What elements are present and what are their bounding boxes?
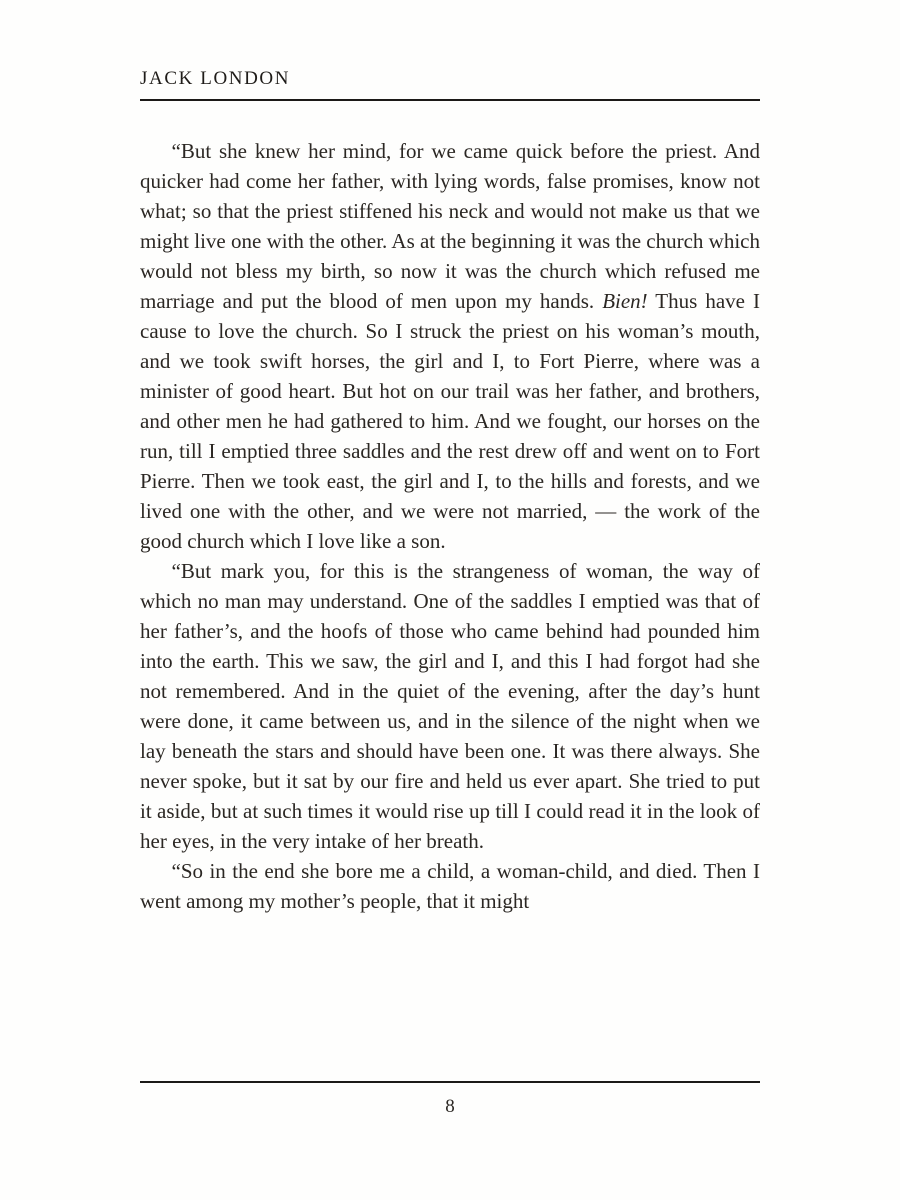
text-run: “But mark you, for this is the strangeness of woman, the way of which no man may understand. One of the saddles I emptied was that of her father’s, and the hoofs of those who came behind had pounded him into the earth. This we saw, the girl and I, and this I had forgot had she not remembered. And in the quiet of the evening, after the day’s hunt were done, it came between us, and in the silence of the night when we lay beneath the stars and should have been one. It was there always. She never spoke, but it sat by our fire and held us ever apart. She tried to put it aside, but at such times it would rise up till I could read it in the look of her eyes, in the very intake of her breath. (140, 559, 760, 853)
text-run: “But she knew her mind, for we came quick before the priest. And quicker had come her father, with lying words, false promises, know not what; so that the priest stiffened his neck and would not make us that we might live one with the other. As at the beginning it was the church which would not bless my birth, so now it was the church which refused me marriage and put the blood of men upon my hands. (140, 139, 760, 313)
text-run: “So in the end she bore me a child, a woman-child, and died. Then I went among my mother’s people, that it might (140, 859, 760, 913)
footer-rule (140, 1081, 760, 1118)
italic-text-run: Bien! (602, 289, 648, 313)
running-header-title: JACK LONDON (140, 68, 291, 89)
page-number: 8 (445, 1096, 455, 1117)
page-header (140, 68, 760, 101)
paragraph (140, 136, 760, 556)
paragraph (140, 856, 760, 916)
paragraph (140, 556, 760, 856)
text-run: Thus have I cause to love the church. So I struck the priest on his woman’s mouth, and we took swift horses, the girl and I, to Fort Pierre, where was a minister of good heart. But hot on our trail was her father, and brothers, and other men he had gathered to him. And we fought, our horses on the run, till I emptied three saddles and the rest drew off and went on to Fort Pierre. Then we took east, the girl and I, to the hills and forests, and we lived one with the other, and we were not married, — the work of the good church which I love like a son. (140, 289, 760, 553)
body-text (140, 136, 760, 1046)
